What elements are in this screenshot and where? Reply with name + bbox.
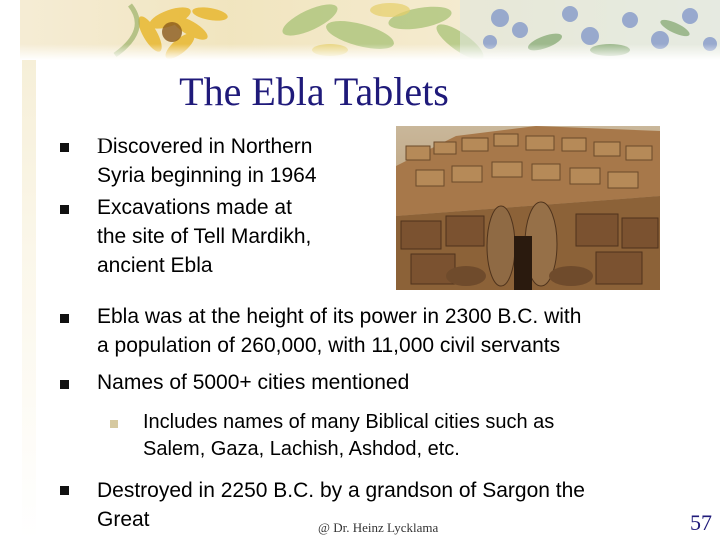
square-bullet-icon [60,205,69,214]
page-number: 57 [690,510,712,535]
footer-credit: @ Dr. Heinz Lycklama [318,520,439,535]
excavation-photo [396,126,660,290]
bullet-text-height-of-power: Ebla was at the height of its power in 2300 B.C. with a population of 260,000, with 11,000 civil servants [97,305,582,357]
bullet-text-discovered [97,131,317,190]
bullet-first-letter: D [97,133,113,158]
bullet-text-excavations: Excavations made at the site of Tell Mardikh, ancient Ebla [97,196,312,277]
square-bullet-icon [110,420,118,428]
bullet-text-destroyed: Destroyed in 2250 B.C. by a grandson of Sargon the Great [97,479,585,531]
decorative-banner [20,0,720,60]
slide-title: The Ebla Tablets [179,69,449,114]
sub-bullet-text-biblical-cities: Includes names of many Biblical cities such as Salem, Gaza, Lachish, Ashdod, etc. [143,411,555,460]
square-bullet-icon [60,314,69,323]
banner-fade [20,44,720,60]
square-bullet-icon [60,143,69,152]
square-bullet-icon [60,380,69,389]
bullet-rest-text: iscovered in Northern Syria beginning in 1964 [97,135,317,187]
bullet-text-names-of-cities: Names of 5000+ cities mentioned [97,371,410,394]
square-bullet-icon [60,486,69,495]
excavation-ruins-photo-icon [396,126,660,290]
left-decorative-strip [22,60,36,540]
